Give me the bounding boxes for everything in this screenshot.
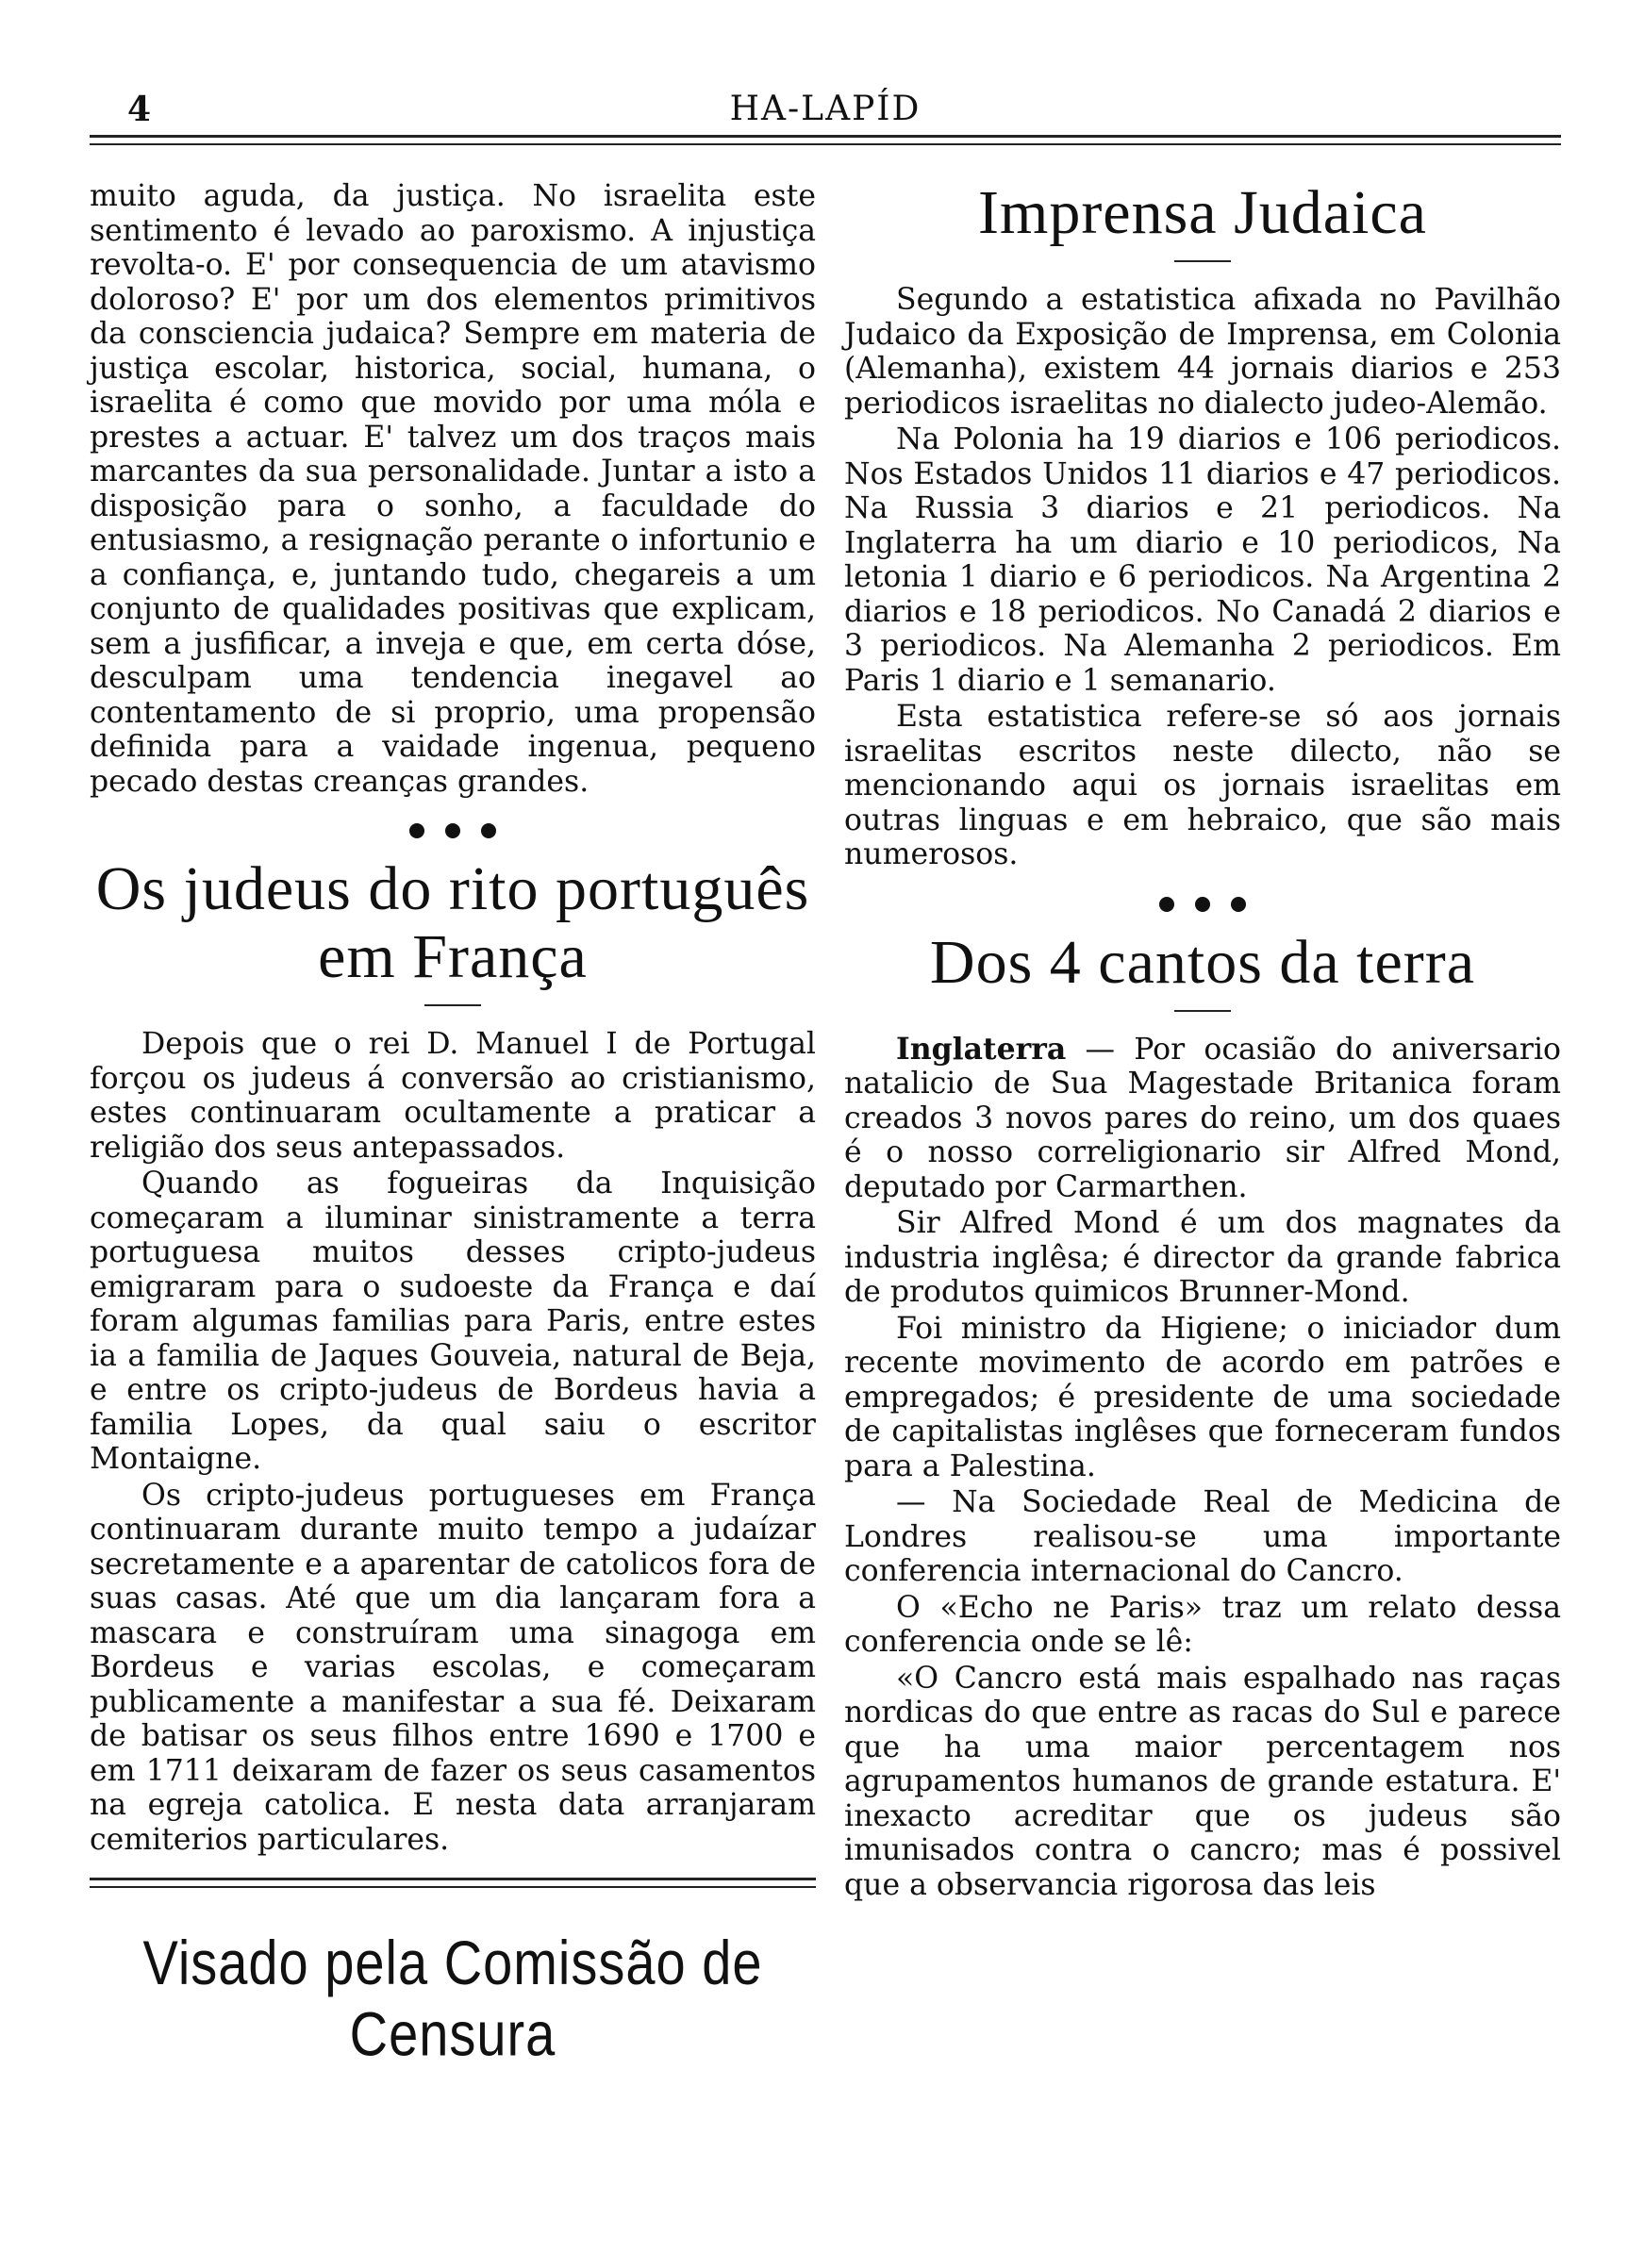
- right-column: [844, 179, 1561, 1902]
- bullet-ornament: [445, 823, 460, 838]
- article-paragraph: O «Echo ne Paris» traz um relato dessa conferencia onde se lê:: [844, 1590, 1561, 1659]
- bullet-ornament: [1159, 897, 1174, 912]
- newspaper-page: [90, 90, 1561, 2240]
- article-paragraph: Esta estatistica refere-se só aos jornais israelitas escritos neste dilecto, não se mencionando aqui os jornais israelitas em outras linguas e em hebraico, que são mais numerosos.: [844, 700, 1561, 871]
- article-paragraph: — Na Sociedade Real de Medicina de Londres realisou-se uma importante conferencia internacional do Cancro.: [844, 1485, 1561, 1588]
- article-title-judeus-rito-portugues: Os judeus do rito português em França: [95, 854, 810, 991]
- article-title-imprensa-judaica: Imprensa Judaica: [978, 178, 1427, 247]
- running-title: HA-LAPÍD: [729, 90, 922, 128]
- bullet-ornament: [1195, 897, 1210, 912]
- title-rule: [424, 1004, 481, 1006]
- section-separator: [90, 823, 816, 838]
- article-title-dos-4-cantos: Dos 4 cantos da terra: [929, 927, 1476, 997]
- lead-text: — Por ocasião do aniversario natalicio de Sua Magestade Britanica foram creados 3 novos pares do reino, um dos quaes é o nosso correligionario sir Alfred Mond, deputado por Carmarthen.: [844, 1032, 1561, 1204]
- page-header: [90, 90, 1561, 146]
- article-paragraph: Sir Alfred Mond é um dos magnates da industria inglêsa; é director da grande fabrica de produtos quimicos Brunner-Mond.: [844, 1206, 1561, 1309]
- article-paragraph: Os cripto-judeus portugueses em França continuaram durante muito tempo a judaízar secretamente e a aparentar de catolicos fora de suas casas. Até que um dia lançaram fora a mascara e construíram uma sinagoga em Bordeus e varias escolas, e começaram publicamente a manifestar a sua fé. Deixaram de batisar os seus filhos entre 1690 e 1700 e em 1711 deixaram de fazer os seus casamentos na egreja catolica. E nesta data arranjaram cemiterios particulares.: [90, 1478, 816, 1857]
- bullet-ornament: [481, 823, 496, 838]
- title-rule: [1174, 260, 1231, 262]
- article-paragraph: Depois que o rei D. Manuel I de Portugal forçou os judeus á conversão ao cristianismo, estes continuaram ocultamente a praticar a religião dos seus antepassados.: [90, 1027, 816, 1165]
- article-paragraph: Segundo a estatistica afixada no Pavilhão Judaico da Exposição de Imprensa, em Colonia (Alemanha), existem 44 jornais diarios e 253 periodicos israelitas no dialecto judeo-Alemão.: [844, 283, 1561, 421]
- article-paragraph: Quando as fogueiras da Inquisição começaram a iluminar sinistramente a terra portuguesa muitos desses cripto-judeus emigraram para o sudoeste da França e daí foram algumas familias para Paris, entre estes ia a familia de Jaques Gouveia, natural de Beja, e entre os cripto-judeus de Bordeus havia a familia Lopes, da qual saiu o escritor Montaigne.: [90, 1167, 816, 1476]
- bullet-ornament: [409, 823, 424, 838]
- footer-rule: [90, 1878, 816, 1888]
- header-rule: [90, 135, 1561, 145]
- title-rule: [1174, 1010, 1231, 1012]
- continued-paragraph: muito aguda, da justiça. No israelita este sentimento é levado ao paroxismo. A injustiça revolta-o. E' por consequencia de um atavismo doloroso? E' por um dos elementos primitivos da consciencia judaica? Sempre em materia de justiça escolar, historica, social, humana, o israelita é como que movido por uma móla e prestes a actuar. E' talvez um dos traços mais marcantes da sua personalidade. Juntar a isto a disposição para o sonho, a faculdade do entusiasmo, a resignação perante o infortunio e a confiança, e, juntando tudo, chegareis a um conjunto de qualidades positivas que explicam, sem a jusfificar, a inveja e que, em certa dóse, desculpam uma tendencia inegavel ao contentamento de si proprio, uma propensão definida para a vaidade ingenua, pequeno pecado destas creanças grandes.: [90, 179, 816, 799]
- article-paragraph: «O Cancro está mais espalhado nas raças nordicas do que entre as racas do Sul e parece que ha uma maior percentagem nos agrupamentos humanos de grande estatura. E' inexacto acreditar que os judeus são imunisados contra o cancro; mas é possivel que a observancia rigorosa das leis: [844, 1661, 1561, 1902]
- lead-label: Inglaterra: [896, 1031, 1067, 1067]
- section-separator: [844, 897, 1561, 912]
- left-column: [90, 179, 816, 2069]
- page-number: 4: [127, 90, 152, 129]
- article-paragraph: Foi ministro da Higiene; o iniciador dum recente movimento de acordo em patrões e empregados; é presidente de uma sociedade de capitalistas inglêses que forneceram fundos para a Palestina.: [844, 1311, 1561, 1483]
- article-lead-paragraph: [844, 1033, 1561, 1205]
- censorship-notice: Visado pela Comissão de Censura: [142, 1928, 763, 2069]
- article-paragraph: Na Polonia ha 19 diarios e 106 periodicos. Nos Estados Unidos 11 diarios e 47 periodicos. Na Russia 3 diarios e 21 periodicos. Na Inglaterra ha um diario e 10 periodicos, Na letonia 1 diario e 6 periodicos. Na Argentina 2 diarios e 18 periodicos. No Canadá 2 diarios e 3 periodicos. Na Alemanha 2 periodicos. Em Paris 1 diario e 1 semanario.: [844, 422, 1561, 698]
- bullet-ornament: [1231, 897, 1246, 912]
